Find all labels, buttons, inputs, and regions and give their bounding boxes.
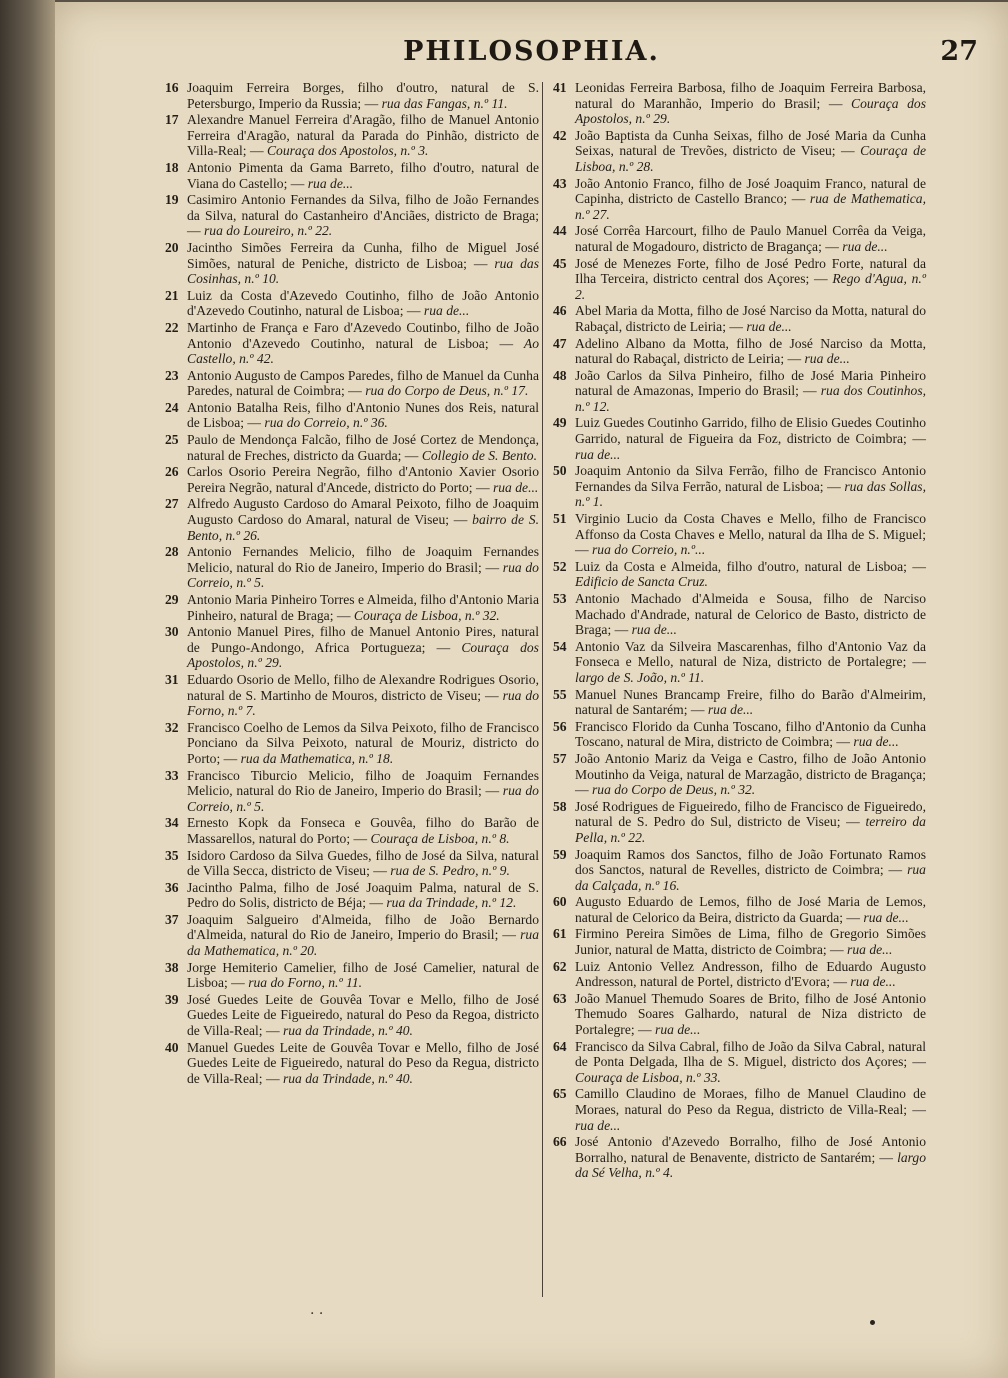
entry-number: 55: [553, 686, 567, 702]
entry-text: Antonio Pimenta da Gama Barreto, filho d'outro, natural de Viana do Castello; —: [187, 159, 539, 191]
entry-address: rua do Correio, n.º 36.: [264, 415, 388, 431]
register-entry: [165, 960, 539, 991]
entry-text: José de Menezes Forte, filho de José Pedro Forte, natural da Ilha Terceira, districto central dos Açores; —: [575, 255, 926, 287]
entry-text: João Antonio Mariz da Veiga e Castro, filho de João Antonio Moutinho da Veiga, natural de Marzagão, districto de Bragança; —: [575, 750, 926, 798]
register-entry: [165, 288, 539, 319]
entry-address: rua de...: [575, 446, 621, 462]
entry-number: 62: [553, 958, 567, 974]
register-entry: [165, 720, 539, 767]
entry-number: 44: [553, 223, 567, 239]
entry-number: 49: [553, 415, 567, 431]
entry-address: Collegio de S. Bento.: [421, 447, 537, 463]
entry-text: Virginio Lucio da Costa Chaves e Mello, filho de Francisco Affonso da Costa Chaves e Mello, natural da Ilha de S. Miguel; —: [575, 511, 926, 558]
entry-number: 51: [553, 511, 567, 527]
entry-text: Jacintho Palma, filho de José Joaquim Palma, natural de S. Pedro do Solis, districto de Béja; —: [187, 879, 539, 911]
entry-address: rua do Corpo de Deus, n.º 32.: [592, 782, 756, 798]
entry-text: Luiz da Costa e Almeida, filho d'outro, natural de Lisboa; —: [575, 558, 926, 574]
register-entry: [165, 880, 539, 911]
entry-text: Francisco Coelho de Lemos da Silva Peixoto, filho de Francisco Ponciano da Silva Peixoto, natural de Mouriz, districto do Porto; —: [187, 719, 539, 766]
entry-text: Firmino Pereira Simões de Lima, filho de Gregorio Simões Junior, natural de Matta, districto de Coimbra; —: [575, 926, 926, 958]
entry-number: 20: [165, 239, 179, 255]
register-entry: [165, 320, 539, 367]
entry-text: Camillo Claudino de Moraes, filho de Manuel Claudino de Moraes, natural do Peso da Regua, districto de Villa-Real; —: [575, 1086, 926, 1117]
register-entry: [165, 1040, 539, 1087]
entry-address: rua de...: [631, 622, 677, 638]
entry-address: rua da Mathematica, n.º 20.: [187, 927, 539, 959]
entry-text: Antonio Fernandes Melicio, filho de Joaquim Fernandes Melicio, natural do Rio de Janeiro, Imperio do Brasil; —: [187, 544, 539, 575]
entry-address: Couraça dos Apostolos, n.º 3.: [266, 143, 429, 159]
entry-address: rua do Corpo de Deus, n.º 17.: [365, 383, 529, 399]
entry-text: João Carlos da Silva Pinheiro, filho de José Maria Pinheiro natural de Amazonas, Imperio do Brasil; —: [575, 367, 926, 399]
entry-number: 38: [165, 959, 179, 975]
register-entry: [553, 128, 926, 175]
entry-number: 58: [553, 798, 567, 814]
entry-text: Martinho de França e Faro d'Azevedo Coutinbo, filho de João Antonio d'Azevedo Coutinho, natural de Lisboa; —: [187, 319, 539, 351]
entry-number: 21: [165, 287, 179, 303]
entry-text: Manuel Guedes Leite de Gouvêa Tovar e Mello, filho de José Guedes Leite de Figueiredo, natural do Peso da Regua, districto de Villa-Real; —: [187, 1039, 539, 1086]
entry-number: 53: [553, 591, 567, 606]
entry-number: 36: [165, 879, 179, 895]
entry-number: 43: [553, 175, 567, 191]
entry-number: 56: [553, 718, 567, 734]
entry-text: Antonio Vaz da Silveira Mascarenhas, filho d'Antonio Vaz da Fonseca e Mello, natural de Niza, districto de Portalegre; —: [575, 638, 926, 670]
entry-number: 57: [553, 750, 567, 766]
register-entry: [553, 559, 926, 590]
register-entry: [165, 160, 539, 191]
entry-text: Antonio Machado d'Almeida e Sousa, filho de Narciso Machado d'Andrade, natural de Celorico de Basto, districto de Braga; —: [575, 591, 926, 638]
register-entry: [553, 591, 926, 638]
entry-text: Alfredo Augusto Cardoso do Amaral Peixoto, filho de Joaquim Augusto Cardoso do Amaral, natural de Viseu; —: [187, 496, 539, 528]
register-entry: [553, 1039, 926, 1086]
entry-address: terreiro da Pella, n.º 22.: [575, 814, 926, 845]
entry-address: Rego d'Agua, n.º 2.: [575, 271, 927, 302]
footer-mark: . .: [310, 1302, 324, 1318]
register-entry: [165, 544, 539, 591]
entry-number: 66: [553, 1134, 567, 1150]
entry-text: José Corrêa Harcourt, filho de Paulo Manuel Corrêa da Veiga, natural de Mogadouro, districto de Bragança; —: [575, 223, 926, 254]
register-entry: [553, 303, 926, 334]
register-entry: [165, 815, 539, 846]
register-entry: [553, 256, 926, 303]
entry-address: rua de Mathematica, n.º 27.: [575, 191, 926, 222]
register-entry: [553, 799, 926, 846]
register-entry: [165, 192, 539, 239]
entry-text: Manuel Nunes Brancamp Freire, filho do Barão d'Almeirim, natural de Santarém; —: [575, 686, 926, 718]
entry-number: 39: [165, 991, 179, 1007]
entry-address: rua de...: [707, 702, 754, 718]
register-entry: [165, 464, 539, 495]
entry-number: 41: [553, 80, 567, 95]
entry-text: Alexandre Manuel Ferreira d'Aragão, filho de Manuel Antonio Ferreira d'Aragão, natural da Parada do Pinhão, districto de Villa-Real; —: [187, 112, 539, 159]
entry-address: largo de S. João, n.º 11.: [575, 669, 705, 685]
entry-text: João Manuel Themudo Soares de Brito, filho de José Antonio Themudo Soares Galhardo, natural de Niza districto de Portalegre; —: [575, 990, 926, 1038]
entry-address: rua do Loureiro, n.º 22.: [204, 223, 333, 239]
entry-text: Joaquim Ferreira Borges, filho d'outro, natural de S. Petersburgo, Imperio da Russia; —: [187, 80, 539, 111]
entry-text: Augusto Eduardo de Lemos, filho de José Maria de Lemos, natural de Celorico da Beira, districto da Guarda; —: [575, 894, 926, 925]
entry-number: 18: [165, 159, 179, 175]
entry-number: 63: [553, 990, 567, 1006]
entry-text: Casimiro Antonio Fernandes da Silva, filho de João Fernandes da Silva, natural do Castanheiro d'Anciães, districto de Braga; —: [187, 192, 539, 239]
entry-address: rua de...: [842, 238, 888, 254]
entry-number: 46: [553, 303, 567, 319]
register-entry: [553, 959, 926, 990]
page-header: [55, 36, 1008, 76]
entry-number: 32: [165, 719, 179, 735]
register-entry: [165, 80, 539, 111]
entry-number: 37: [165, 911, 179, 927]
entry-address: rua das Cosinhas, n.º 10.: [187, 255, 539, 287]
register-entry: [553, 415, 926, 462]
register-entry: [553, 639, 926, 686]
entry-address: rua de...: [307, 175, 354, 191]
entry-number: 61: [553, 926, 567, 942]
entry-number: 25: [165, 432, 179, 448]
entry-address: rua de...: [492, 479, 539, 495]
entry-address: rua de S. Pedro, n.º 9.: [390, 863, 510, 879]
entry-number: 19: [165, 192, 179, 208]
entry-address: rua do Forno, n.º 7.: [187, 687, 539, 719]
entry-text: João Antonio Franco, filho de José Joaquim Franco, natural de Capinha, districto de Castello Branco; —: [575, 175, 926, 207]
register-entry: [165, 592, 539, 623]
entry-text: Eduardo Osorio de Mello, filho de Alexandre Rodrigues Osorio, natural de S. Martinho de Mouros, districto de Viseu; —: [187, 671, 539, 703]
entry-number: 65: [553, 1086, 567, 1102]
entry-address: rua da Mathematica, n.º 18.: [240, 750, 394, 766]
register-entry: [165, 112, 539, 159]
entry-address: rua do Correio, n.º 5.: [187, 783, 539, 814]
register-entry: [165, 848, 539, 879]
right-column: [553, 80, 926, 1182]
entry-number: 30: [165, 624, 179, 640]
entry-address: Couraça de Lisboa, n.º 28.: [575, 143, 926, 174]
entry-text: Jorge Hemiterio Camelier, filho de José Camelier, natural de Lisboa; —: [187, 959, 539, 991]
entry-text: Antonio Manuel Pires, filho de Manuel Antonio Pires, natural de Pungo-Andongo, Africa Portugueza; —: [187, 624, 539, 655]
entry-address: rua da Trindade, n.º 40.: [282, 1070, 413, 1086]
entry-address: rua do Correio, n.º 5.: [187, 559, 539, 591]
register-entry: [165, 432, 539, 463]
entry-address: rua de...: [655, 1022, 701, 1038]
entry-address: rua de...: [746, 318, 792, 334]
entry-text: Francisco Florido da Cunha Toscano, filho d'Antonio da Cunha Toscano, natural de Mira, districto de Coimbra; —: [575, 718, 926, 750]
entry-address: Couraça de Lisboa, n.º 8.: [370, 830, 510, 846]
book-page: [55, 2, 1008, 1378]
entry-address: rua da Trindade, n.º 12.: [386, 895, 517, 911]
register-entry: [553, 80, 926, 127]
register-entry: [553, 687, 926, 718]
register-entry: [165, 400, 539, 431]
entry-text: Joaquim Antonio da Silva Ferrão, filho de Francisco Antonio Fernandes da Silva Ferrão, natural de Lisboa; —: [575, 463, 926, 494]
entry-text: Joaquim Ramos dos Sanctos, filho de João Fortunato Ramos dos Sanctos, natural de Revelles, districto de Coimbra; —: [575, 846, 926, 878]
entry-text: José Rodrigues de Figueiredo, filho de Francisco de Figueiredo, natural de S. Pedro do Sul, districto de Viseu; —: [575, 798, 926, 830]
entry-address: rua de...: [423, 303, 470, 319]
register-entry: [553, 1134, 926, 1181]
register-entry: [165, 912, 539, 959]
register-entry: [553, 463, 926, 510]
entry-address: Edificio de Sancta Cruz.: [575, 574, 708, 590]
entry-address: Couraça de Lisboa, n.º 32.: [353, 607, 500, 623]
entry-text: Ernesto Kopk da Fonseca e Gouvêa, filho do Barão de Massarellos, natural do Porto; —: [187, 815, 539, 846]
entry-number: 35: [165, 847, 179, 863]
entry-number: 47: [553, 335, 567, 351]
entry-address: rua dos Coutinhos, n.º 12.: [575, 383, 927, 414]
entry-text: Jacintho Simões Ferreira da Cunha, filho de Miguel José Simões, natural de Peniche, districto de Lisboa; —: [187, 239, 539, 271]
register-entry: [553, 719, 926, 750]
entry-address: rua das Sollas, n.º 1.: [575, 478, 927, 510]
register-entry: [553, 926, 926, 957]
register-entry: [553, 176, 926, 223]
entry-address: rua da Calçada, n.º 16.: [575, 862, 926, 893]
register-entry: [165, 624, 539, 671]
entry-number: 23: [165, 367, 179, 383]
entry-text: Luiz da Costa d'Azevedo Coutinho, filho de João Antonio d'Azevedo Coutinho, natural de Lisboa; —: [187, 287, 539, 319]
entry-text: Francisco da Silva Cabral, filho de João da Silva Cabral, natural de Ponta Delgada, Ilha de S. Miguel, districto dos Açores; —: [575, 1038, 926, 1070]
entry-text: Leonidas Ferreira Barbosa, filho de Joaquim Ferreira Barbosa, natural do Maranhão, Imperio do Brasil; —: [575, 80, 926, 111]
entry-number: 48: [553, 367, 567, 383]
entry-address: rua de...: [847, 942, 893, 958]
entry-address: rua do Forno, n.º 11.: [248, 975, 363, 991]
entry-number: 24: [165, 399, 179, 415]
entry-address: rua de...: [575, 1117, 621, 1133]
running-title: PHILOSOPHIA.: [403, 36, 660, 67]
entry-number: 31: [165, 671, 179, 687]
entry-address: largo da Sé Velha, n.º 4.: [575, 1149, 927, 1181]
entry-text: Carlos Osorio Pereira Negrão, filho d'Antonio Xavier Osorio Pereira Negrão, natural d'Ancede, districto do Porto; —: [187, 464, 539, 495]
entry-address: Ao Castello, n.º 42.: [187, 335, 539, 367]
entry-number: 50: [553, 463, 567, 479]
entry-text: Abel Maria da Motta, filho de José Narciso da Motta, natural do Rabaçal, districto de Leiria; —: [575, 303, 926, 334]
entry-address: Couraça dos Apostolos, n.º 29.: [187, 639, 539, 671]
entry-text: Antonio Augusto de Campos Paredes, filho de Manuel da Cunha Paredes, natural de Coimbra; —: [187, 367, 539, 399]
entry-text: João Baptista da Cunha Seixas, filho de José Maria da Cunha Seixas, natural de Trevões, districto de Viseu; —: [575, 127, 926, 159]
entry-text: Francisco Tiburcio Melicio, filho de Joaquim Fernandes Melicio, natural do Rio de Janeiro, Imperio do Brasil; —: [187, 767, 539, 799]
entry-address: rua das Fangas, n.º 11.: [381, 95, 508, 111]
entry-address: bairro de S. Bento, n.º 26.: [187, 512, 539, 543]
page-number: 27: [940, 36, 978, 67]
entry-number: 33: [165, 767, 179, 783]
entry-address: rua de...: [804, 351, 850, 367]
entry-number: 17: [165, 112, 179, 128]
entry-text: Adelino Albano da Motta, filho de José Narciso da Motta, natural do Rabaçal, districto de Leiria; —: [575, 335, 926, 367]
register-entry: [165, 240, 539, 287]
entry-address: Couraça de Lisboa, n.º 33.: [575, 1069, 721, 1085]
entry-address: rua do Correio, n.º...: [592, 542, 706, 558]
entry-number: 42: [553, 127, 567, 143]
entry-text: Luiz Antonio Vellez Andresson, filho de Eduardo Augusto Andresson, natural de Portel, districto d'Evora; —: [575, 958, 926, 990]
entry-number: 22: [165, 319, 179, 335]
entry-number: 60: [553, 894, 567, 910]
entry-text: Paulo de Mendonça Falcão, filho de José Cortez de Mendonça, natural de Freches, districto da Guarda; —: [187, 432, 539, 463]
register-entry: [553, 1086, 926, 1133]
entry-number: 28: [165, 544, 179, 560]
register-entry: [553, 991, 926, 1038]
register-entry: [553, 894, 926, 925]
register-entry: [553, 511, 926, 558]
register-entry: [553, 847, 926, 894]
left-column: [165, 80, 539, 1087]
register-entry: [165, 368, 539, 399]
entry-number: 27: [165, 496, 179, 512]
entry-number: 64: [553, 1038, 567, 1054]
entry-number: 45: [553, 255, 567, 271]
register-entry: [165, 496, 539, 543]
entry-number: 34: [165, 815, 179, 831]
ink-spot: [870, 1320, 875, 1325]
entry-address: rua de...: [863, 909, 909, 925]
entry-number: 29: [165, 592, 179, 607]
entry-address: rua de...: [850, 974, 896, 990]
entry-text: Antonio Batalha Reis, filho d'Antonio Nunes dos Reis, natural de Lisboa; —: [187, 399, 539, 431]
register-entry: [165, 768, 539, 815]
register-entry: [553, 336, 926, 367]
column-rule: [542, 82, 543, 1297]
register-entry: [165, 992, 539, 1039]
book-binding: [0, 0, 55, 1378]
entry-text: Joaquim Salgueiro d'Almeida, filho de João Bernardo d'Almeida, natural do Rio de Janeiro, Imperio do Brasil; —: [187, 911, 539, 943]
entry-number: 40: [165, 1039, 179, 1055]
entry-address: rua da Trindade, n.º 40.: [282, 1023, 413, 1039]
entry-text: José Guedes Leite de Gouvêa Tovar e Mello, filho de José Guedes Leite de Figueiredo, natural do Peso da Regoa, districto de Villa-Real; —: [187, 991, 539, 1039]
register-entry: [165, 672, 539, 719]
entry-text: Antonio Maria Pinheiro Torres e Almeida, filho d'Antonio Maria Pinheiro, natural de Braga; —: [187, 592, 539, 623]
entry-text: Luiz Guedes Coutinho Garrido, filho de Elisio Guedes Coutinho Garrido, natural de Figueira da Foz, districto de Coimbra; —: [575, 415, 926, 447]
register-entry: [553, 223, 926, 254]
register-entry: [553, 368, 926, 415]
entry-number: 16: [165, 80, 179, 95]
entry-number: 54: [553, 638, 567, 654]
entry-address: rua de...: [853, 734, 899, 750]
entry-address: Couraça dos Apostolos, n.º 29.: [575, 95, 926, 127]
entry-number: 59: [553, 846, 567, 862]
entry-text: Isidoro Cardoso da Silva Guedes, filho de José da Silva, natural de Villa Secca, districto de Viseu; —: [187, 847, 539, 879]
register-entry: [553, 751, 926, 798]
entry-text: José Antonio d'Azevedo Borralho, filho de José Antonio Borralho, natural de Benavente, districto de Santarém; —: [575, 1134, 926, 1165]
entry-number: 26: [165, 464, 179, 480]
entry-number: 52: [553, 558, 567, 574]
